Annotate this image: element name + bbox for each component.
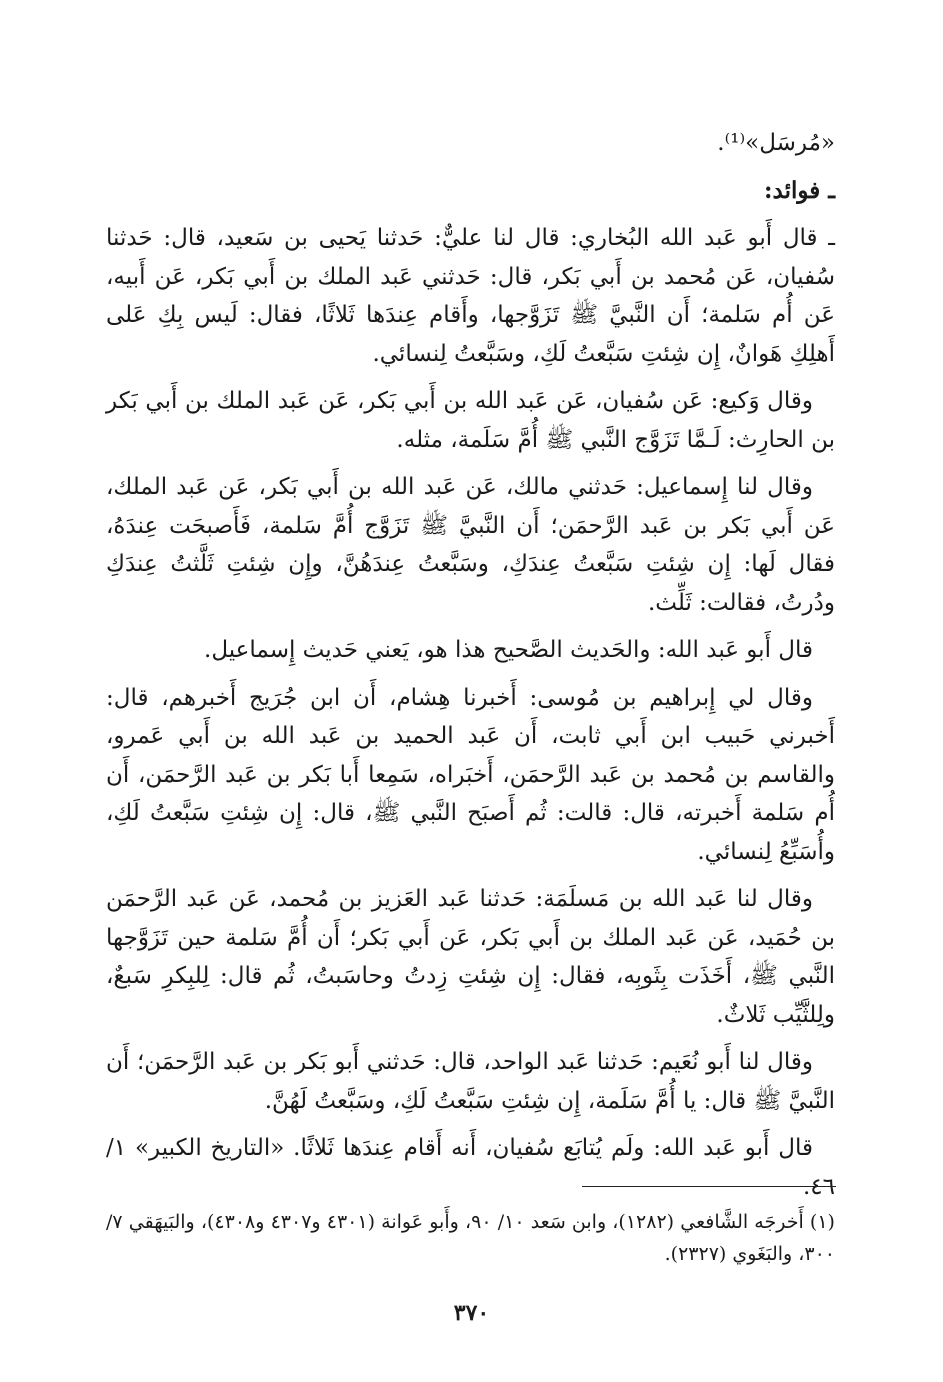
paragraph-bukhari: ـ قال أَبو عَبد الله البُخاري: قال لنا عليٌّ: حَدثنا يَحيى بن سَعيد، قال: حَدثنا سُفيان، عَن مُحمد بن أَبي بَكر، قال: حَدثني عَبد الملك بن أَبي بَكر، عَن أَبيه، عَن أُم سَلمة؛ أَن النَّبيَّ ﷺ تَزَوَّجها، وأَقام عِندَها ثَلاثًا، فقال: لَيس بِكِ عَلى أَهلِكِ هَوانٌ، إِن شِئتِ سَبَّعتُ لَكِ، وسَبَّعتُ لِنسائي. xyxy=(106,225,835,367)
paragraph-abu-nuaim: وقال لنا أَبو نُعَيم: حَدثنا عَبد الواحد، قال: حَدثني أَبو بَكر بن عَبد الرَّحمَن؛ أَن النَّبيَّ ﷺ قال: يا أُمَّ سَلَمة، إِن شِئتِ سَبَّعتُ لَكِ، وسَبَّعتُ لَهُنَّ. xyxy=(106,1049,835,1114)
paragraph-maslama: وقال لنا عَبد الله بن مَسلَمَة: حَدثنا عَبد العَزيز بن مُحمد، عَن عَبد الرَّحمَن بن حُمَيد، عَن عَبد الملك بن أَبي بَكر، عَن أَبي بَكر؛ أَن أُمَّ سَلمة حين تَزَوَّجها النَّبي ﷺ، أَخَذَت بِثَوبِه، فقال: إِن شِئتِ زِدتُ وحاسَبتُ، ثُم قال: لِلبِكرِ سَبعٌ، ولِلثَّيِّب ثَلاثٌ. xyxy=(106,886,835,1028)
paragraph-wakee: وقال وَكيع: عَن سُفيان، عَن عَبد الله بن أَبي بَكر، عَن عَبد الملك بن أَبي بَكر بن الحارِث: لَـمَّا تَزَوَّج النَّبي ﷺ أُمَّ سَلَمة، مثله. xyxy=(106,388,835,453)
fawaid-heading: ـ فوائد: xyxy=(764,176,835,204)
page-number: ٣٧٠ xyxy=(453,1300,490,1326)
paragraph-ibrahim: وقال لي إِبراهيم بن مُوسى: أَخبرنا هِشام، أَن ابن جُرَيج أَخبرهم، قال: أَخبرني حَبيب ابن أَبي ثابت، أَن عَبد الحميد بن عَبد الله بن أَبي عَمرو، والقاسم بن مُحمد بن عَبد الرَّحمَن، أَخبَراه، سَمِعا أَبا بَكر بن عَبد الرَّحمَن، أَن أُم سَلمة أَخبرته، قال: قالت: ثُم أَصبَح النَّبي ﷺ، قال: إِن شِئتِ سَبَّعتُ لَكِ، وأُسَبِّعُ لِنسائي. xyxy=(106,684,835,865)
paragraph-sahih-note: قال أَبو عَبد الله: والحَديث الصَّحيح هذا هو، يَعني حَديث إِسماعيل. xyxy=(204,637,813,663)
mursal-label: «مُرسَل»⁽¹⁾. xyxy=(717,130,835,156)
footnote: (١) أَخرجَه الشَّافعي (١٢٨٢)، وابن سَعد ١٠/ ٩٠، وأَبو عَوانة (٤٣٠١ و٤٣٠٧ و٤٣٠٨)، والبَيهَقي ٧/ ٣٠٠، والبَغَوي (٢٣٢٧). xyxy=(106,1211,835,1265)
footnote-divider xyxy=(582,1186,836,1187)
paragraph-ismail: وقال لنا إِسماعيل: حَدثني مالك، عَن عَبد الله بن أَبي بَكر، عَن عَبد الملك، عَن أَبي بَكر بن عَبد الرَّحمَن؛ أَن النَّبيَّ ﷺ تَزَوَّج أُمَّ سَلمة، فَأَصبحَت عِندَهُ، فقال لَها: إِن شِئتِ سَبَّعتُ عِندَكِ، وسَبَّعتُ عِندَهُنَّ، وإِن شِئتِ ثَلَّثتُ عِندَكِ ودُرتُ، فقالت: ثَلِّث. xyxy=(106,474,835,616)
paragraph-tarikh: قال أَبو عَبد الله: ولَم يُتابَع سُفيان، أَنه أَقام عِندَها ثَلاثًا. «التاريخ الكبير» ١/ ٤٦. xyxy=(106,1135,835,1200)
